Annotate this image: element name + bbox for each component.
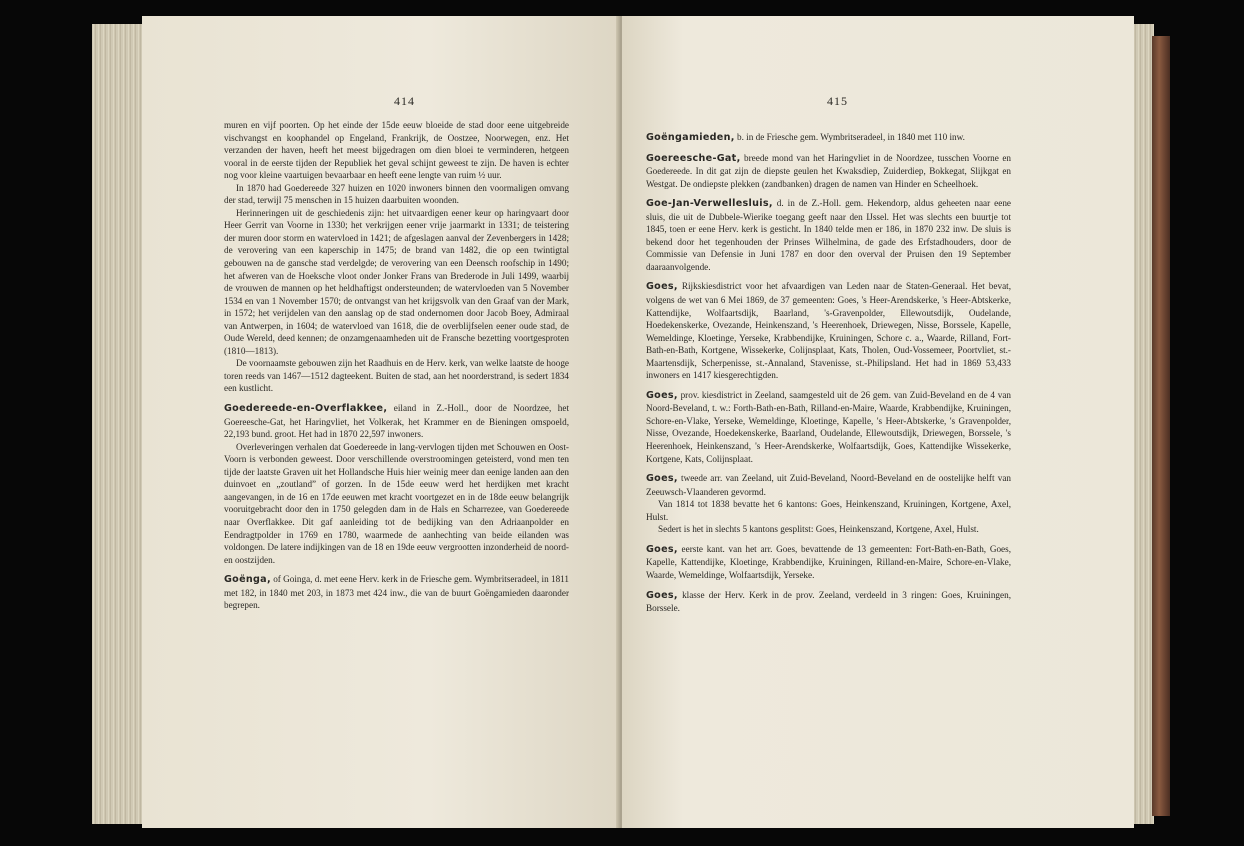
entry-text: klasse der Herv. Kerk in de prov. Zeeland, verdeeld in 3 ringen: Goes, Kruiningen, Borssele.: [646, 589, 1011, 614]
text-column: [646, 119, 1011, 615]
entry-head: Goëngamieden,: [646, 132, 735, 143]
entry-text: eerste kant. van het arr. Goes, bevattende de 13 gemeenten: Fort-Bath-en-Bath, Goes, Kapelle, Kattendijke, Kloetinge, Krabbendijke, Kruiningen, Rilland-en-Maire, Schore-en-Vlake, Waarde, Wemeldinge, Wolfaartsdijk, Yerseke.: [646, 543, 1011, 580]
entry-text: tweede arr. van Zeeland, uit Zuid-Beveland, Noord-Beveland en de oostelijke helft van Zeeuwsch-Vlaanderen gevormd.: [646, 473, 1011, 497]
page-number: 414: [394, 94, 415, 108]
entry-head: Goes,: [646, 589, 678, 601]
entry-text: eiland in Z.-Holl., door de Noordzee, het Goereesche-Gat, het Haringvliet, het Volkerak, het Krammer en de Bieningen omspoeld, 22,193 bund. groot. Het had in 1870 22,597 inwoners.: [224, 403, 569, 440]
entry-head: Goes,: [646, 473, 678, 485]
entry-goedereede: [224, 402, 569, 441]
entry-head: Goes,: [646, 281, 678, 293]
entry-goenga: [224, 573, 569, 612]
paragraph: Overleveringen verhalen dat Goedereede in lang-vervlogen tijden met Schouwen en Oost-Voorn is verbonden geweest. Door verschillende overstroomingen geteisterd, vond men ten tijde der laatste Graven uit het Hollandsche Huis hier weinig meer dan eenige landen aan den duinvoet en „zoutland” of gorzen. In de 15de eeuw werd het herdijken met kracht aangevangen, in de 16 en 17de eeuwen met kracht voortgezet en in de 18de eeuw belangrijk vooruitgebracht door den in 1750 gelegden dam in de Hals en Scharrezee, van Goedereede naar Overflakkee. Dit gaf aanleiding tot de bedijking van den Adriaanpolder en Eendragtpolder in 1769 en 1780, waarmede de aanhechting van beide eilanden was voldongen. De latere indijkingen van de 18 en 19de eeuw vergrootten inzonderheid de noord- en oostzijden.: [224, 441, 569, 565]
paragraph: In 1870 had Goedereede 327 huizen en 1020 inwoners binnen den voormaligen omvang der stad, terwijl 75 menschen in 15 huizen daarbuiten woonden.: [224, 182, 569, 206]
entry-head: Goes,: [646, 543, 678, 555]
entry-head: Goereesche-Gat,: [646, 152, 741, 164]
entry-text: of Goinga, d. met eene Herv. kerk in de Friesche gem. Wymbritseradeel, in 1811 met 182, in 1840 met 203, in 1873 met 424 inw., die van de buurt Goëngamieden daaronder begrepen.: [224, 574, 570, 611]
entry-head: Goedereede-en-Overflakkee,: [224, 403, 388, 415]
left-page-edges: [92, 24, 142, 824]
entry-goes-arrondissement: [646, 472, 1011, 498]
page-number: 415: [827, 94, 848, 108]
entry-goes-rijkskiesdistrict: [646, 280, 1011, 381]
entry-goe-jan-verwellesluis: [646, 197, 1011, 273]
entry-goes-prov-kiesdistrict: [646, 389, 1011, 465]
right-page-edges: [1132, 24, 1154, 824]
entry-text: Rijkskiesdistrict voor het afvaardigen van Leden naar de Staten-Generaal. Het bevat, volgens de wet van 6 Mei 1869, de 37 gemeenten: Goes, 's Heer-Arendskerke, 's Heer-Abtskerke, Kattendijke, Wolfaartsdijk, Baarland, 's-Gravenpolder, Ellewoutsdijk, Oudelande, Hoedekenskerke, Ovezande, Heinkenszand, 's Heerenhoek, Driewegen, Nisse, Borssele, Kapelle, Wemeldinge, Kloetinge, Yerseke, Krabbendijke, Kruiningen, Schore c. a., Waarde, Rilland, Fort-Bath-en-Bath, Kortgene, Wissekerke, Colijnsplaat, Kats, Tholen, Oud-Vossemeer, Poortvliet, st.-Maartensdijk, Scherpenisse, st.-Annaland, Stavenisse, st.-Philipsland. Het had in 1869 53,433 inwoners en 1417 kiesgerechtigden.: [646, 281, 1011, 381]
paragraph: Herinneringen uit de geschiedenis zijn: het uitvaardigen eener keur op haringvaart door Heer Gerrit van Voorne in 1330; het verkrijgen eener vrije jaarmarkt in 1331; de teistering der muren door storm en watervloed in 1421; de afgeslagen aanval der Zevenbergers in 1428; de verovering van een kaperschip in 1475; de brand van 1482, die op een twintigtal gebouwen na de gansche stad verdelgde; de verovering van een Deensch roofschip in 1490; het afweren van de Hoeksche vloot onder Jonker Frans van Brederode in Juli 1499, waarbij de vrouwen de mannen op het heldhaftigst ondersteunden; de watervloeden van 5 November 1534 en van 1 November 1570; de ontvangst van het krijgsvolk van den Graaf van der Mark, in 1572; het verijdelen van den aanslag op de stad ondernomen door Jacob Boey, Admiraal van Antwerpen, in 1604; de watervloed van 1618, die de overblijfselen eener oude stad, de Oude Wereld, deed kennen; de onzamgenaamheden uit de Fransche bezetting voortgesproten (1810—1813).: [224, 207, 569, 356]
paragraph: De voornaamste gebouwen zijn het Raadhuis en de Herv. kerk, van welke laatste de hooge toren reeds van 1467—1512 dagteekent. Buiten de stad, aan het noorderstrand, is sedert 1834 een kustlicht.: [224, 358, 569, 394]
paragraph: Van 1814 tot 1838 bevatte het 6 kantons: Goes, Heinkenszand, Kruiningen, Kortgene, Axel, Hulst.: [646, 499, 1011, 522]
entry-text: d. in de Z.-Holl. gem. Hekendorp, aldus geheeten naar eene sluis, die uit de Dubbele-Wierike toegang geeft naar den IJssel. Het was slechts een buurtje tot 1845, toen er eene Herv. kerk is gesticht. In 1840 telde men er 186, in 1870 232 inw. De sluis is bekend door het tegenhouden der Prinses Wilhelmina, de gade des Erfstadhouders, door de Commissie van Defensie in Juni 1787 en door den overval der Pruisen den 19 September daaraanvolgende.: [646, 198, 1011, 272]
right-page: [622, 16, 1134, 828]
entry-goes-klasse: [646, 589, 1011, 615]
entry-goengamieden: [646, 131, 1011, 145]
left-page: [142, 16, 620, 828]
paragraph: muren en vijf poorten. Op het einde der 15de eeuw bloeide de stad door eene uitgebreide vischvangst en koophandel op Engeland, Frankrijk, de Oostzee, Noorwegen, enz. Het verzanden der haven, heeft het meest bijgedragen om dien bloei te verminderen, hetgeen vooral in de eerste tijden der Republiek het geval schijnt geweest te zijn. De haven is echter nog voor kleine vaartuigen bevaarbaar en heeft eene lengte van ruim ½ uur.: [224, 120, 569, 181]
paragraph: Sedert is het in slechts 5 kantons gesplitst: Goes, Heinkenszand, Kortgene, Axel, Hulst.: [658, 524, 979, 535]
entry-head: Goes,: [646, 389, 678, 401]
entry-head: Goe-Jan-Verwellesluis,: [646, 198, 773, 210]
entry-head: Goënga,: [224, 574, 271, 586]
entry-text: prov. kiesdistrict in Zeeland, saamgesteld uit de 26 gem. van Zuid-Beveland en de 4 van Noord-Beveland, t. w.: Forth-Bath-en-Bath, Rilland-en-Maire, Waarde, Krabbendijke, Kruiningen, Schore-en-Vlake, Yerseke, Wemeldinge, Kloetinge, Kapelle, 's Heer-Abtskerke, 's Gravenpolder, Nisse, Ovezande, Hoedekenskerke, Baarland, Oudelande, Ellewoutsdijk, Driewegen, Borssele, 's Heerenhoek, Heinkenszand, 's Heer-Arendskerke, Wolfaartsdijk, Goes, Kattendijke Wissekerke, Kortgene, Kats, Colijnsplaat.: [646, 389, 1011, 464]
entry-goes-kanton: [646, 543, 1011, 582]
entry-text: breede mond van het Haringvliet in de Noordzee, tusschen Voorne en Goedereede. In dit gat zijn de diepste geulen het Kwaksdiep, Zuiderdiep, Bokkegat, Slijkgat en Westgat. De ondiepste plekken (zandbanken) dragen de namen van Hinder en Scheelhoek.: [646, 152, 1011, 189]
book-cover-edge: [1152, 36, 1170, 816]
entry-goereesche-gat: [646, 152, 1011, 191]
entry-text: b. in de Friesche gem. Wymbritseradeel, in 1840 met 110 inw.: [734, 132, 965, 142]
text-column: [224, 119, 569, 612]
